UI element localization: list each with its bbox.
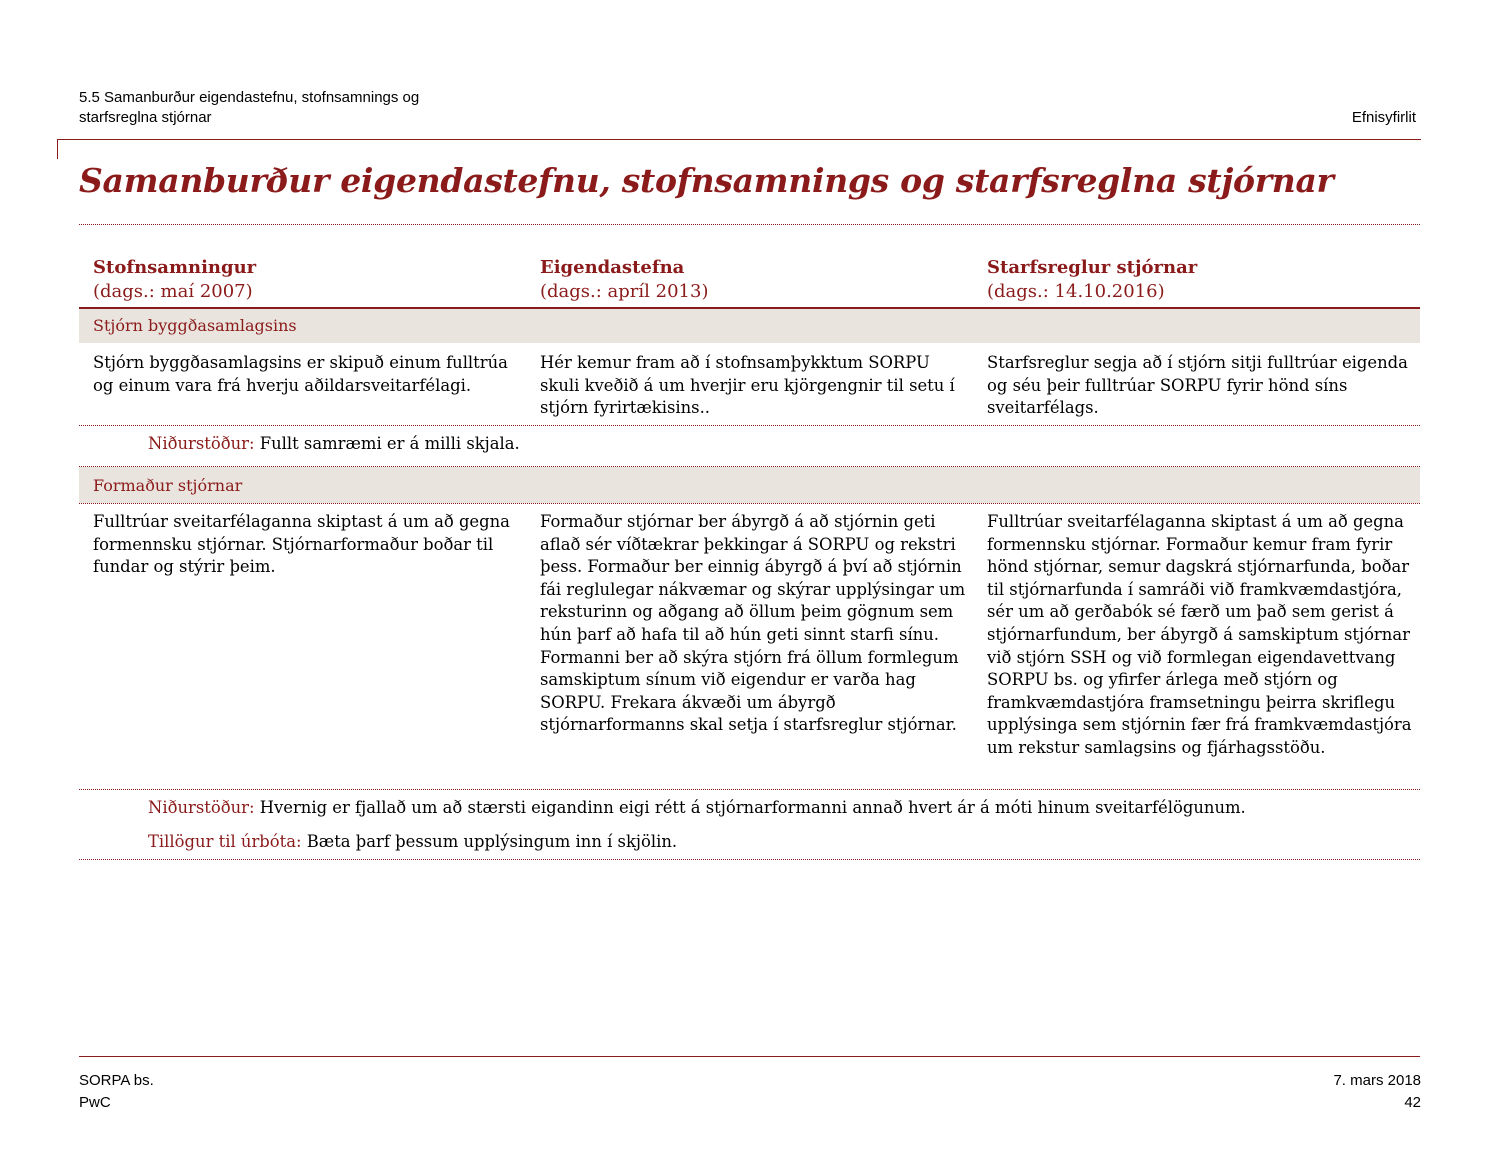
table-cell: Fulltrúar sveitarfélaganna skiptast á um að gegna formennsku stjórnar. Stjórnarformaður boðar til fundar og stýrir þeim. [93,512,510,577]
section-label-line2: starfsreglna stjórnar [79,109,212,126]
column-date: (dags.: 14.10.2016) [987,281,1165,302]
column-heading: Eigendastefna [540,257,685,278]
header-rule [57,139,1421,140]
column-head-stofnsamningur [93,256,256,304]
page-number: 42 [1404,1094,1421,1111]
footer-right [1333,1070,1421,1114]
footer-rule [79,1056,1420,1057]
column-heading: Stofnsamningur [93,257,257,278]
column-date: (dags.: maí 2007) [93,281,253,302]
title-divider [79,224,1420,225]
finding-text: Hvernig er fjallað um að stærsti eigandinn eigi rétt á stjórnarformanni annað hvert ár á móti hinum sveitarfélögunum. [259,798,1246,817]
table-cell: Fulltrúar sveitarfélaganna skiptast á um að gegna formennsku stjórnar. Formaður kemur fram fyrir hönd stjórnar, semur dagskrá stjórnarfunda, boðar til stjórnarfunda í samráði við framkvæmdastjóra, sér um að gerðabók sé færð um það sem gerist á stjórnarfundum, ber ábyrgð á samskiptum stjórnar við stjórn SSH og við formlegan eigendavettvang SORPU bs. og yfirfer árlega með stjórn og framkvæmdastjóra framsetningu þeirra skriflegu upplýsinga sem stjórnin fær frá framkvæmdastjóra um rekstur samlagsins og fjárhagsstöðu. [987,512,1412,757]
footer-date: 7. mars 2018 [1333,1072,1421,1089]
row-divider [79,503,1420,504]
header-tick [57,139,58,159]
finding-row [148,797,1246,819]
section-label [79,88,499,128]
table-bottom-divider [79,859,1420,860]
section-label-line1: 5.5 Samanburður eigendastefnu, stofnsamnings og [79,89,420,106]
footer-org: SORPA bs. [79,1072,154,1089]
column-head-starfsreglur [987,256,1197,304]
finding-label: Niðurstöður: [148,434,255,453]
column-heading: Starfsreglur stjórnar [987,257,1198,278]
table-cell: Hér kemur fram að í stofnsamþykktum SORPU skuli kveðið á um hverjir eru kjörgengnir til setu í stjórn fyrirtækisins.. [540,353,955,418]
row-divider [79,425,1420,426]
table-cell: Starfsreglur segja að í stjórn sitji fulltrúar eigenda og séu þeir fulltrúar SORPU fyrir hönd síns sveitarfélags. [987,353,1408,418]
finding-row [148,831,677,853]
finding-row [148,433,520,455]
footer-left [79,1070,154,1114]
column-head-eigendastefna [540,256,708,304]
finding-label: Tillögur til úrbóta: [148,832,302,851]
toc-link[interactable]: Efnisyfirlit [1351,109,1416,126]
finding-text: Bæta þarf þessum upplýsingum inn í skjölin. [306,832,678,851]
row-divider [79,789,1420,790]
finding-text: Fullt samræmi er á milli skjala. [259,434,520,453]
section-band-formadur: Formaður stjórnar [79,467,1420,503]
footer-firm: PwC [79,1094,111,1111]
table-cell: Stjórn byggðasamlagsins er skipuð einum fulltrúa og einum vara frá hverju aðildarsveitarfélagi. [93,353,508,395]
section-band-stjorn: Stjórn byggðasamlagsins [79,309,1420,343]
column-date: (dags.: apríl 2013) [540,281,709,302]
finding-label: Niðurstöður: [148,798,255,817]
table-cell: Formaður stjórnar ber ábyrgð á að stjórnin geti aflað sér víðtækrar þekkingar á SORPU og rekstri þess. Formaður ber einnig ábyrgð á því að stjórnin fái reglulegar nákvæmar og skýrar upplýsingar um reksturinn og aðgang að öllum þeim gögnum sem hún þarf að hafa til að hún geti sinnt starfi sínu. Formanni ber að skýra stjórn frá öllum formlegum samskiptum sínum við eigendur er varða hag SORPU. Frekara ákvæði um ábyrgð stjórnarformanns skal setja í starfsreglur stjórnar. [540,512,966,735]
page-title: Samanburður eigendastefnu, stofnsamnings og starfsreglna stjórnar [79,161,1334,200]
